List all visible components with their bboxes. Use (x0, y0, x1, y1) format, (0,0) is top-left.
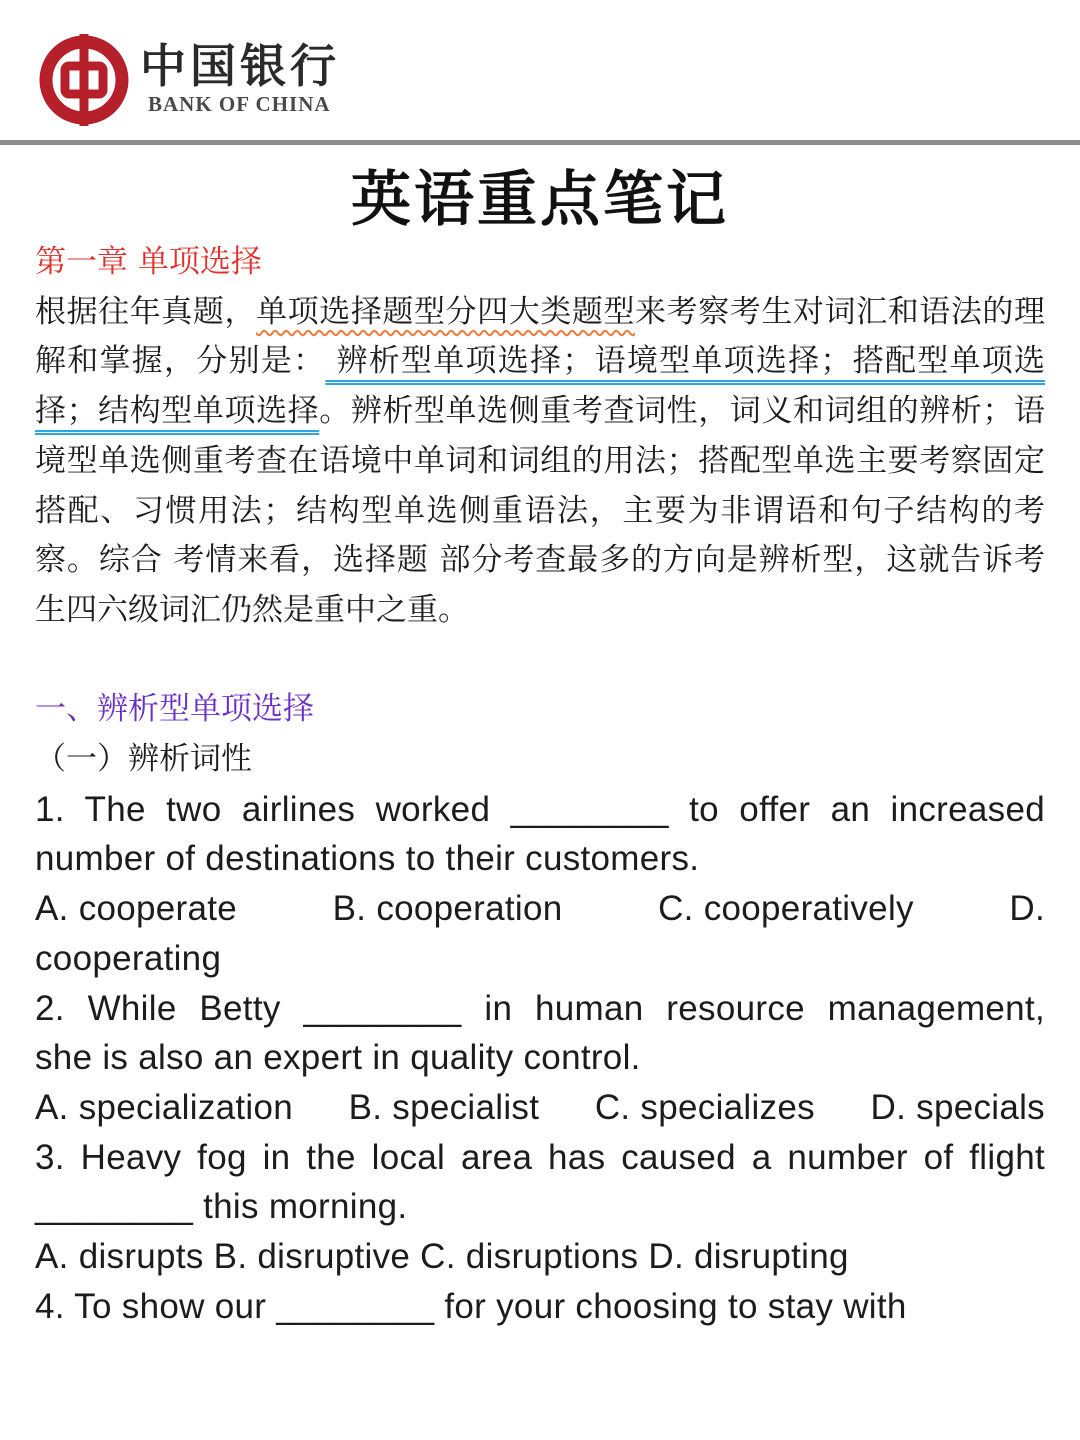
wavy-highlight: 单项选择题型分四大类题型 (256, 293, 636, 330)
header (0, 0, 1080, 142)
intro-paragraph (35, 288, 1045, 636)
question-stem: ________ this morning. (35, 1187, 408, 1227)
notes-body (35, 238, 1045, 1331)
option-c: C. specializes (594, 1087, 815, 1127)
option-d: D. (1009, 889, 1045, 929)
question-3 (35, 1133, 1045, 1282)
option-a: A. cooperate (35, 889, 238, 929)
brand-name-cn: 中国银行 (140, 39, 340, 93)
chapter-heading: 第一章 单项选择 (35, 244, 262, 280)
option-b: B. cooperation (332, 889, 563, 929)
option-c: C. cooperatively (658, 889, 914, 929)
intro-text-3: 。辨析型单选侧重考查词性，词义和词组的辨析；语境型单选侧重考查在语境中单词和词组的用法；搭配型单选主要考察固定搭配、习惯用法；结构型单选侧重语法，主要为非谓语和句子结构的考察。综合 考情来看，选择题 部分考查最多的方向是辨析型，这就告诉考生四六级词汇仍然是重中之重。 (35, 393, 1046, 628)
bank-of-china-logo-icon (38, 34, 130, 126)
question-stem: 4. To show our ________ for your choosing to stay with (35, 1286, 907, 1326)
option-d: D. specials (870, 1087, 1045, 1127)
question-1 (35, 785, 1045, 984)
question-stem: number of destinations to their customers. (35, 839, 700, 879)
page-title: 英语重点笔记 (351, 165, 729, 235)
question-2 (35, 984, 1045, 1133)
answer-options: cooperating (35, 938, 222, 978)
header-divider (0, 140, 1080, 145)
question-stem: 2. While Betty ________ in human resource management, (35, 988, 1045, 1028)
question-4 (35, 1282, 1045, 1332)
question-stem: she is also an expert in quality control. (35, 1038, 641, 1078)
underline-highlight: 辨析型单项选择；语境型单项选择；搭配型单项选择；结构型单项选择 (35, 343, 1046, 430)
intro-text-2: 来考察考生对词汇和语法的理解和掌握，分别是： (35, 293, 1046, 380)
question-stem: 3. Heavy fog in the local area has caused a number of flight (35, 1137, 1045, 1177)
option-a: A. specialization (35, 1087, 294, 1127)
option-b: B. specialist (348, 1087, 540, 1127)
answer-options (35, 1083, 1045, 1133)
subsection-heading: （一）辨析词性 (35, 741, 252, 778)
intro-text-1: 根据往年真题， (35, 293, 257, 330)
question-stem: 1. The two airlines worked ________ to offer an increased (35, 789, 1045, 829)
section-heading: 一、辨析型单项选择 (35, 691, 314, 728)
answer-options: A. disrupts B. disruptive C. disruptions D. disrupting (35, 1237, 849, 1277)
brand-name-en: BANK OF CHINA (148, 92, 331, 116)
answer-options (35, 884, 1045, 934)
